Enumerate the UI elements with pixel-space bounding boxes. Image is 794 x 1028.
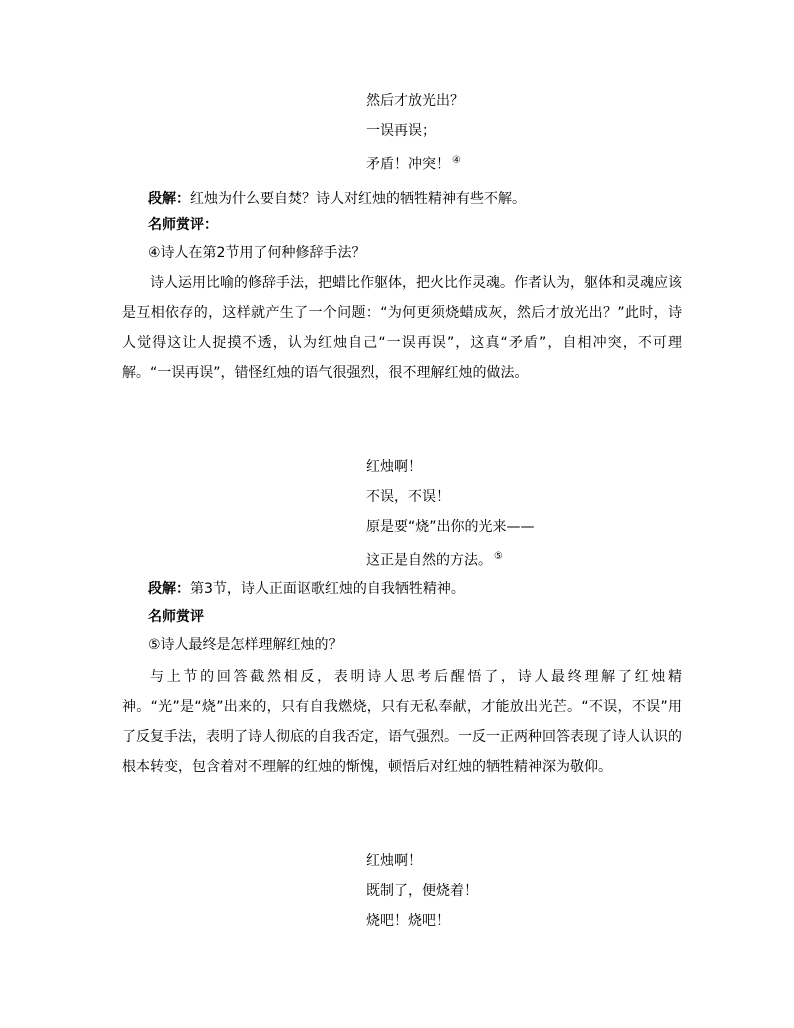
- duanjie-label: 段解：: [148, 191, 190, 207]
- duanjie-2: [148, 186, 526, 212]
- note-marker: ④: [452, 155, 461, 166]
- poem-line: 烧吧！烧吧！: [366, 913, 450, 929]
- duanjie-text: 红烛为什么要自焚？诗人对红烛的牺牲精神有些不解。: [190, 191, 526, 207]
- duanjie-text: 第3节，诗人正面讴歌红烛的自我牺牲精神。: [190, 581, 465, 597]
- poem-line-with-note: [366, 542, 535, 572]
- poem-line: 既制了，便烧着！: [366, 883, 478, 899]
- review-label-3: 名师赏评: [148, 609, 204, 625]
- duanjie-3: [148, 576, 465, 602]
- review-answer-2: 诗人运用比喻的修辞手法，把蜡比作躯体，把火比作灵魂。作者认为，躯体和灵魂应该是互相依存的，这样就产生了一个问题：“为何更须烧蜡成灰，然后才放光出？”此时，诗人觉得这让人捉摸不透，认为红烛自己“一误再误”，这真“矛盾”，自相冲突，不可理解。“一误再误”，错怪红烛的语气很强烈，很不理解红烛的做法。: [122, 275, 682, 381]
- duanjie-label: 段解：: [148, 581, 190, 597]
- poem-line-text: 矛盾！冲突！: [366, 156, 450, 173]
- review-label-2: 名师赏评：: [148, 217, 218, 233]
- note-marker: ⑤: [494, 551, 503, 562]
- poem-line: 原是要“烧”出你的光来——: [366, 519, 535, 535]
- poem-line: 不误，不误！: [366, 489, 450, 505]
- poem-line: 然后才放光出？: [366, 93, 464, 109]
- poem-stanza-4: [366, 846, 478, 936]
- poem-line: 一误再误；: [366, 123, 436, 139]
- review-question-2: ④诗人在第2节用了何种修辞手法？: [148, 245, 366, 261]
- poem-line-with-note: [366, 146, 464, 176]
- review-question-3: ⑤诗人最终是怎样理解红烛的？: [148, 637, 343, 653]
- poem-line: 红烛啊！: [366, 853, 422, 869]
- poem-stanza-3: [366, 452, 535, 572]
- poem-line-text: 这正是自然的方法。: [366, 552, 492, 569]
- poem-line: 红烛啊！: [366, 459, 422, 475]
- review-answer-3: 与上节的回答截然相反，表明诗人思考后醒悟了，诗人最终理解了红烛精神。“光”是“烧”出来的，只有自我燃烧，只有无私奉献，才能放出光芒。“不误，不误”用了反复手法，表明了诗人彻底的自我否定，语气强烈。一反一正两种回答表现了诗人认识的根本转变，包含着对不理解的红烛的惭愧，顿悟后对红烛的牺牲精神深为敬仰。: [122, 669, 682, 775]
- poem-stanza-2: [366, 86, 464, 176]
